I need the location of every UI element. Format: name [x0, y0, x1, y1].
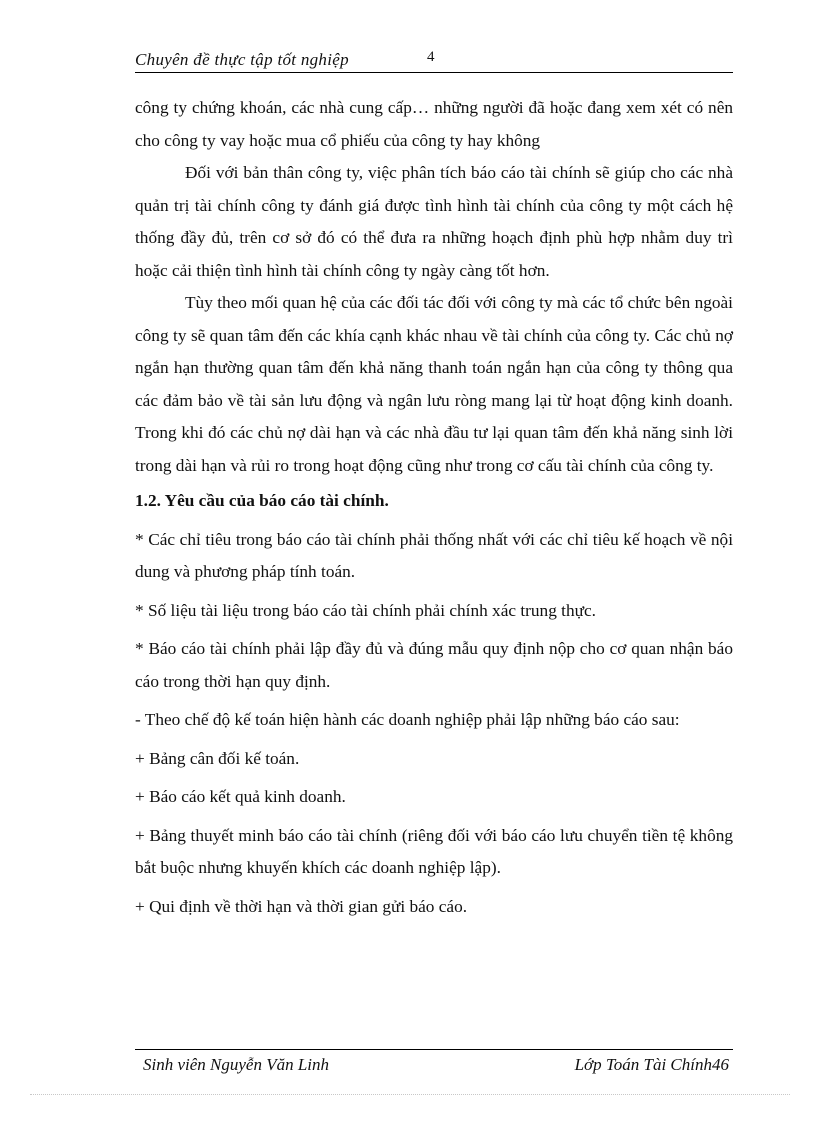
paragraph: Tùy theo mối quan hệ của các đối tác đối với công ty mà các tổ chức bên ngoài công ty sẽ quan tâm đến các khía cạnh khác nhau về tài chính của công ty. Các chủ nợ ngắn hạn thường quan tâm đến khả năng thanh toán ngắn hạn của công ty thông qua các đảm bảo về tài sản lưu động và ngân lưu ròng mang lại từ hoạt động kinh doanh. Trong khi đó các chủ nợ dài hạn và các nhà đầu tư lại quan tâm đến khả năng sinh lời trong dài hạn và rủi ro trong hoạt động cũng như trong cơ cấu tài chính của công ty. — [135, 293, 733, 475]
list-item: * Số liệu tài liệu trong báo cáo tài chính phải chính xác trung thực. — [135, 600, 596, 620]
page-footer — [135, 1049, 733, 1074]
page-number: 4 — [427, 49, 435, 65]
paragraph: công ty chứng khoán, các nhà cung cấp… những người đã hoặc đang xem xét có nên cho công ty vay hoặc mua cổ phiếu của công ty hay không — [135, 98, 733, 150]
list-item: + Bảng thuyết minh báo cáo tài chính (riêng đối với báo cáo lưu chuyển tiền tệ không bắt buộc nhưng khuyến khích các doanh nghiệp lập). — [135, 825, 733, 877]
section-heading: 1.2. Yêu cầu của báo cáo tài chính. — [135, 491, 389, 510]
list-item: + Báo cáo kết quả kinh doanh. — [135, 787, 346, 806]
list-item: - Theo chế độ kế toán hiện hành các doanh nghiệp phải lập những báo cáo sau: — [135, 710, 680, 729]
list-item: + Qui định về thời hạn và thời gian gửi báo cáo. — [135, 896, 468, 916]
document-title: Chuyên đề thực tập tốt nghiệp — [135, 50, 349, 69]
list-item: + Bảng cân đối kế toán. — [135, 748, 300, 768]
page-edge-divider — [30, 1094, 790, 1095]
list-item: * Báo cáo tài chính phải lập đầy đủ và đúng mẫu quy định nộp cho cơ quan nhận báo cáo trong thời hạn quy định. — [135, 639, 733, 691]
list-item: * Các chỉ tiêu trong báo cáo tài chính phải thống nhất với các chỉ tiêu kế hoạch về nội dung và phương pháp tính toán. — [135, 529, 733, 581]
page-header — [135, 48, 733, 73]
paragraph: Đối với bản thân công ty, việc phân tích báo cáo tài chính sẽ giúp cho các nhà quản trị tài chính công ty đánh giá được tình hình tài chính của công ty một cách hệ thống đầy đủ, trên cơ sở đó có thể đưa ra những hoạch định phù hợp nhằm duy trì hoặc cải thiện tình hình tài chính công ty ngày càng tốt hơn. — [135, 163, 733, 280]
student-name: Sinh viên Nguyễn Văn Linh — [143, 1055, 330, 1074]
class-name: Lớp Toán Tài Chính46 — [574, 1055, 729, 1074]
document-body — [135, 92, 733, 929]
